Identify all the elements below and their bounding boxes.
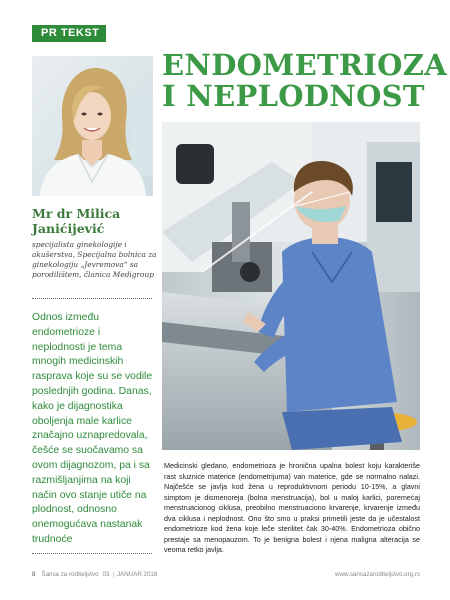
- author-name-line-1: Mr dr Milica: [32, 206, 121, 221]
- headline-line-1: ENDOMETRIOZA: [162, 48, 448, 82]
- website-url[interactable]: www.sansazaroditeljstvo.org.rs: [335, 571, 420, 578]
- divider-top: [32, 298, 152, 299]
- page-footer: [32, 571, 420, 581]
- headline-line-2: I NEPLODNOST: [162, 79, 425, 113]
- footer-left: [32, 571, 157, 578]
- author-portrait-illustration: [32, 56, 153, 196]
- author-name: [32, 206, 157, 236]
- page-number: 8: [32, 571, 36, 578]
- author-block: [32, 206, 157, 280]
- author-portrait: [32, 56, 153, 196]
- footer-separator: |: [112, 571, 115, 578]
- body-paragraph: Medicinski gledano, endometrioza je hronična upalna bolest koju karakteriše rast sluznice materice (endometrijuma) van materice, gde se normalno nalazi. Najčešće se javlja kod žena u reproduktivnom periodu 10-15%, a glavni simptom je dismenoreja (bolna menstruacija), bol u maloj karlici, poremećaj menstruacionog ciklusa, preobilno menstruaciono krvarenje, krvarenje između dva ciklusa i neplodnost. Ono što smo u praksi primetili jeste da je učestalost endometrioze kod žena koje leče sterilitet čak 30-40%. Endometrioza obično prestaje sa menopauzom. To je benigna bolest i njena maligna alteracija se veoma retko javlja.: [164, 461, 420, 554]
- article-headline: [162, 48, 448, 113]
- issue-number: 03: [102, 571, 110, 578]
- divider-bottom: [32, 553, 152, 554]
- lead-paragraph: Odnos između endometrioze i neplodnosti je tema mnogih medicinskih rasprava koje su se vodile poslednjih godina. Danas, kako je dijagnostika oboljenja male karlice značajno uznapredovala, češće se suočavamo sa ovom dijagnozom, pa i sa razmišljanjima na koji način ovo stanje utiče na plodnost, odnosno onemogućava nastanak trudnoće: [32, 312, 153, 545]
- lab-photo-illustration: [162, 122, 420, 450]
- section-tag: PR TEKST: [32, 25, 106, 42]
- author-description: specijalista ginekologije i akušerstva, Specijalna bolnica za ginekologiju „Jevremova“ sa porodilištem, članica Medigroup: [32, 240, 157, 279]
- issue-date: JANUAR 2018: [117, 571, 158, 578]
- lab-photo: [162, 122, 420, 450]
- magazine-name: Šansa za roditeljstvo: [41, 571, 99, 578]
- author-name-line-2: Janićijević: [32, 221, 105, 236]
